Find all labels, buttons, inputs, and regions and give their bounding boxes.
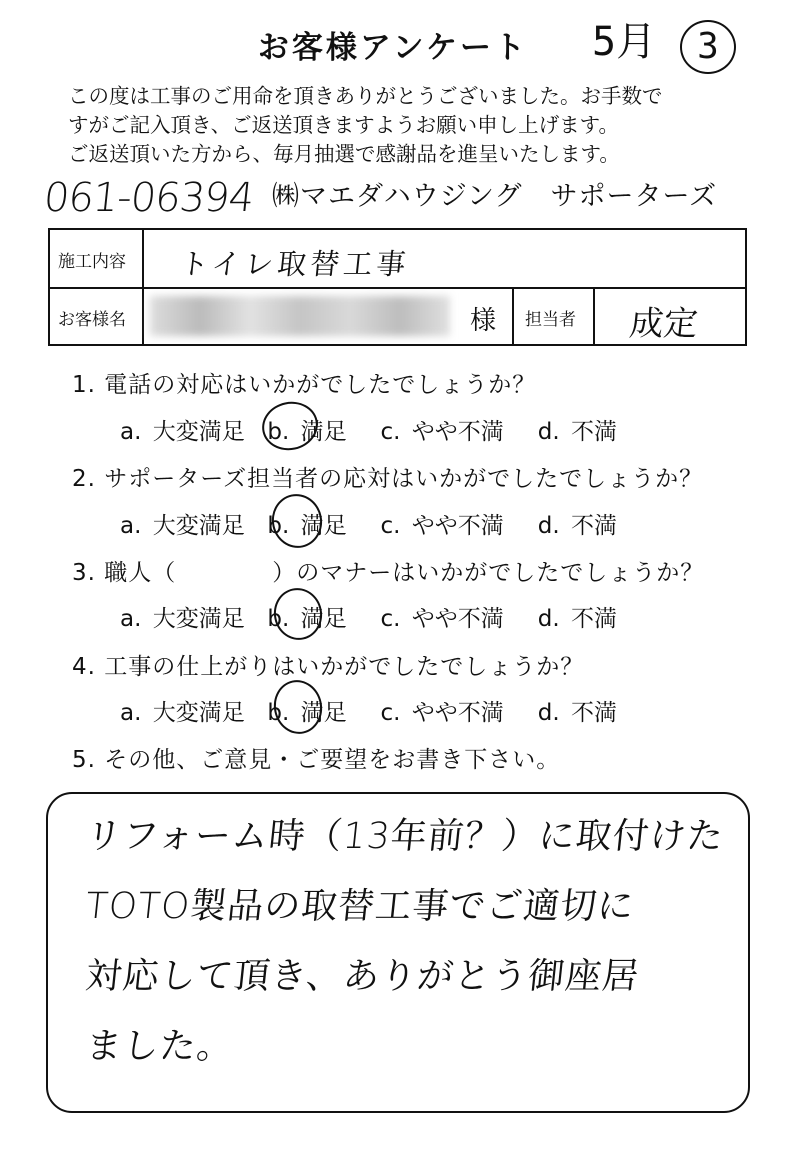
question-3 bbox=[72, 554, 704, 587]
option-b: b. 満足 bbox=[267, 700, 347, 726]
question-number: 5. bbox=[72, 747, 96, 773]
question-text: その他、ご意見・ご要望をお書き下さい。 bbox=[104, 747, 561, 773]
option-b: b. 満足 bbox=[267, 606, 347, 632]
customer-label: お客様名 bbox=[58, 310, 126, 330]
question-number: 1. bbox=[72, 372, 96, 398]
question-2 bbox=[72, 460, 703, 493]
question-number: 3. bbox=[72, 560, 96, 586]
comment-line-4: ました。 bbox=[83, 1026, 236, 1067]
comment-line-2: TOTO製品の取替工事でご適切に bbox=[83, 886, 637, 927]
option-a: a. 大変満足 bbox=[120, 700, 245, 726]
redacted-customer-name bbox=[150, 296, 450, 336]
intro-line-1: この度は工事のご用命を頂きありがとうございました。お手数で bbox=[68, 84, 663, 108]
selected-circle bbox=[267, 489, 327, 552]
option-c: c. やや不満 bbox=[380, 700, 504, 726]
work-label: 施工内容 bbox=[58, 252, 126, 272]
question-text: サポーターズ担当者の応対はいかがでしたでしょうか？ bbox=[104, 466, 704, 492]
comment-line-3: 対応して頂き、ありがとう御座居 bbox=[83, 956, 642, 997]
staff-label: 担当者 bbox=[525, 310, 576, 330]
circled-number-text: 3 bbox=[697, 26, 719, 67]
intro-line-2: すがご記入頂き、ご返送頂きますようお願い申し上げます。 bbox=[68, 113, 620, 137]
info-table bbox=[48, 228, 747, 346]
staff-value: 成定 bbox=[627, 304, 700, 344]
company-name: ㈱マエダハウジング サポーターズ bbox=[272, 181, 718, 212]
option-d: d. 不満 bbox=[537, 606, 617, 632]
table-divider bbox=[512, 287, 514, 344]
question-number: 2. bbox=[72, 466, 96, 492]
answer-row-2 bbox=[120, 507, 617, 540]
question-text: 工事の仕上がりはいかがでしたでしょうか？ bbox=[104, 654, 585, 680]
selected-circle bbox=[269, 584, 327, 645]
table-divider bbox=[593, 287, 595, 344]
option-d: d. 不満 bbox=[537, 419, 617, 445]
comment-line-1: リフォーム時（13年前？）に取付けた bbox=[83, 816, 726, 857]
answer-row-1 bbox=[120, 413, 617, 446]
table-divider bbox=[50, 287, 745, 289]
question-4 bbox=[72, 648, 584, 681]
option-a: a. 大変満足 bbox=[120, 419, 245, 445]
question-5 bbox=[72, 741, 560, 774]
intro-line-3: ご返送頂いた方から、毎月抽選で感謝品を進呈いたします。 bbox=[68, 142, 620, 166]
selected-circle bbox=[269, 676, 327, 739]
handwritten-month: 5月 bbox=[592, 19, 657, 65]
option-a: a. 大変満足 bbox=[120, 606, 245, 632]
option-c: c. やや不満 bbox=[380, 419, 504, 445]
option-d: d. 不満 bbox=[537, 700, 617, 726]
option-c: c. やや不満 bbox=[380, 513, 504, 539]
customer-suffix: 様 bbox=[470, 306, 497, 336]
customer-code: 061-06394 bbox=[41, 175, 256, 221]
page-title: お客様アンケート bbox=[257, 30, 529, 66]
option-d: d. 不満 bbox=[537, 513, 617, 539]
table-divider bbox=[142, 230, 144, 344]
answer-row-3 bbox=[120, 600, 617, 633]
question-text: 電話の対応はいかがでしたでしょうか？ bbox=[104, 372, 537, 398]
answer-row-4 bbox=[120, 694, 617, 727]
circled-number bbox=[680, 20, 736, 74]
option-b: b. 満足 bbox=[267, 419, 347, 445]
selected-circle bbox=[258, 397, 323, 456]
option-a: a. 大変満足 bbox=[120, 513, 245, 539]
question-text: 職人（ ）のマナーはいかがでしたでしょうか？ bbox=[104, 560, 705, 586]
option-b: b. 満足 bbox=[267, 513, 347, 539]
question-1 bbox=[72, 366, 536, 399]
question-number: 4. bbox=[72, 654, 96, 680]
intro-text bbox=[68, 82, 663, 169]
work-value: トイレ取替工事 bbox=[178, 247, 412, 281]
option-c: c. やや不満 bbox=[380, 606, 504, 632]
